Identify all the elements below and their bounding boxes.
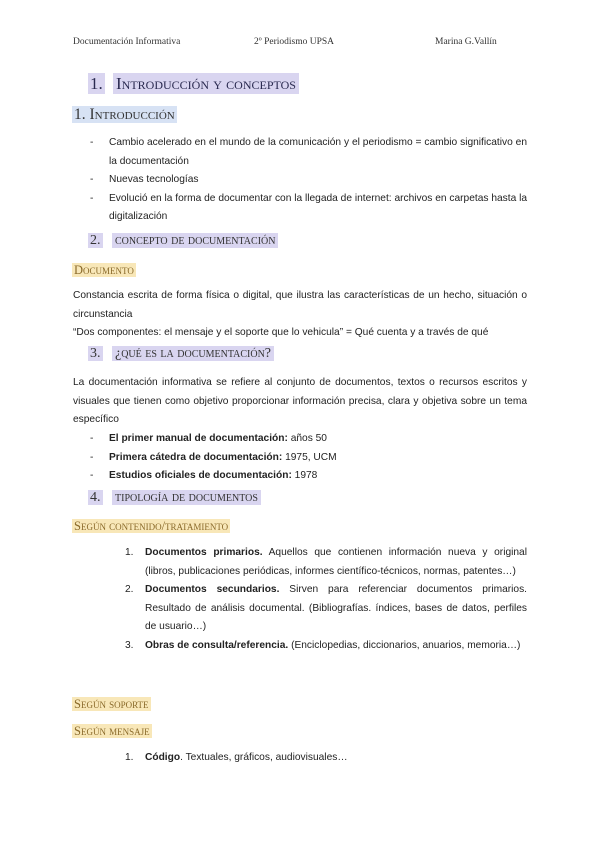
section-4-list-mensaje <box>125 749 527 768</box>
section-4-list-contenido <box>125 544 527 656</box>
list-item: 1. Código. Textuales, gráficos, audiovisuales… <box>125 752 348 763</box>
section-2-quote: “Dos componentes: el mensaje y el soporte que lo vehicula” = Qué cuenta y a través de qué <box>73 327 489 338</box>
section-4-subtitle-soporte: Según soporte <box>74 697 149 711</box>
section-2-subtitle: Documento <box>74 263 134 277</box>
list-item: - Nuevas tecnologías <box>73 171 527 190</box>
list-item: - Estudios oficiales de documentación: 1978 <box>73 467 527 486</box>
section-2-paragraph: Constancia escrita de forma física o digital, que ilustra las características de un hecho, situación o circunstancia <box>73 290 527 320</box>
section-4-title: 4. tipología de documentos <box>88 490 261 506</box>
main-title-text: Introducción y conceptos <box>113 73 299 94</box>
section-4-subtitle-contenido: Según contenido/tratamiento <box>74 519 229 533</box>
header-center: 2º Periodismo UPSA <box>254 37 335 47</box>
section-3-paragraph: La documentación informativa se refiere al conjunto de documentos, textos o recursos escritos y visuales que tienen como objetivo proporcionar información precisa, clara y objetiva sobre un tema específico <box>73 377 527 426</box>
main-title-number: 1. <box>90 74 103 93</box>
section-1-title: 1. Introducción <box>74 106 175 123</box>
list-item: 1. Documentos primarios. Aquellos que contienen información nueva y original (libros, publicaciones periódicas, informes científico-técnicos, normas, patentes…) <box>125 547 527 577</box>
header-left: Documentación Informativa <box>73 37 181 47</box>
list-item: - El primer manual de documentación: años 50 <box>73 430 527 449</box>
list-item: - Primera cátedra de documentación: 1975, UCM <box>73 449 527 468</box>
section-3-list <box>73 430 527 486</box>
header-right: Marina G.Vallín <box>435 37 497 47</box>
list-item: 3. Obras de consulta/referencia. (Enciclopedias, diccionarios, anuarios, memoria…) <box>125 639 521 651</box>
section-2-title: 2. concepto de documentación <box>88 233 278 249</box>
list-item: - Evolució en la forma de documentar con la llegada de internet: archivos en carpetas hasta la digitalización <box>73 190 527 227</box>
section-4-subtitle-mensaje: Según mensaje <box>74 724 150 738</box>
list-item: - Cambio acelerado en el mundo de la comunicación y el periodismo = cambio significativo en la documentación <box>73 134 527 171</box>
list-item: 2. Documentos secundarios. Sirven para referenciar documentos primarios. Resultado de análisis documental. (Bibliografías. índices, bases de datos, perfiles de usuario…) <box>125 584 527 633</box>
section-1-list <box>73 134 527 227</box>
main-title <box>88 74 299 94</box>
section-3-title: 3. ¿qué es la documentación? <box>88 346 274 362</box>
